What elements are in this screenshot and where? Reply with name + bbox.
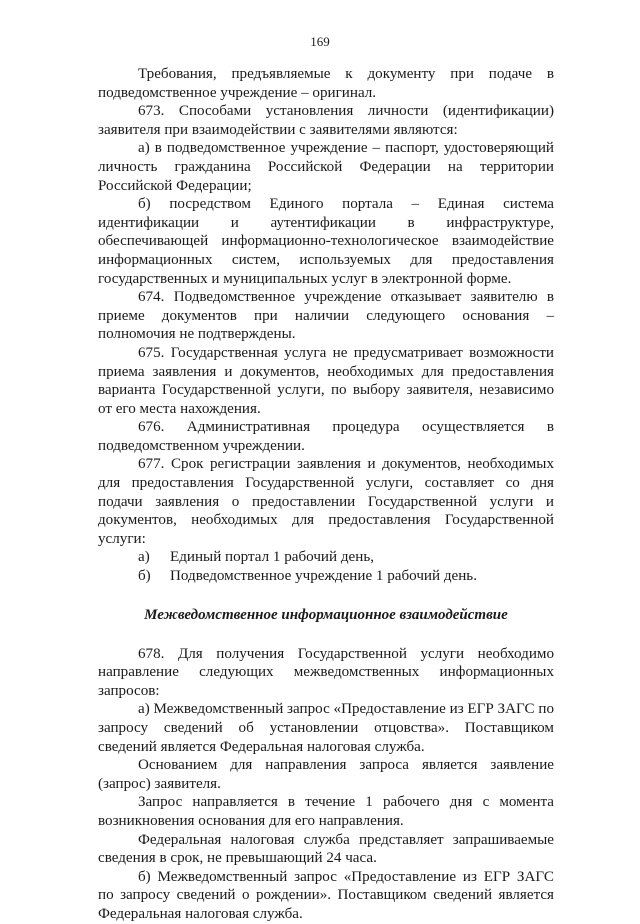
paragraph: а) в подведомственное учреждение – паспорт, удостоверяющий личность гражданина Российской Федерации на территории Российской Федерации; (98, 140, 554, 194)
list-item-text: Единый портал 1 рабочий день, (170, 549, 374, 566)
list-item (98, 548, 554, 567)
paragraph: 673. Способами установления личности (идентификации) заявителя при взаимодействии с заявителями являются: (98, 103, 554, 138)
paragraph: Запрос направляется в течение 1 рабочего дня с момента возникновения основания для его направления. (98, 794, 554, 829)
paragraph: 675. Государственная услуга не предусматривает возможности приема заявления и документов, необходимых для предоставления варианта Государственной услуги, по выбору заявителя, независимо от его места нахождения. (98, 344, 554, 417)
paragraph: Требования, предъявляемые к документу при подаче в подведомственное учреждение – оригинал. (98, 66, 554, 101)
paragraph: а) Межведомственный запрос «Предоставление из ЕГР ЗАГС по запросу сведений об установлении отцовства». Поставщиком сведений является Федеральная налоговая служба. (98, 701, 554, 755)
document-body (98, 65, 554, 924)
paragraph: б) посредством Единого портала – Единая система идентификации и аутентификации в инфраструктуре, обеспечивающей информационно-технологическое взаимодействие информационных систем, используемых для предоставления государственных и муниципальных услуг в электронной форме. (98, 196, 554, 287)
paragraph: 678. Для получения Государственной услуги необходимо направление следующих межведомственных информационных запросов: (98, 645, 554, 699)
page-number: 169 (310, 34, 330, 49)
list-item-text: Подведомственное учреждение 1 рабочий день. (170, 568, 477, 585)
list-marker: а) (138, 549, 150, 566)
paragraph: 676. Административная процедура осуществляется в подведомственном учреждении. (98, 419, 554, 454)
section-heading: Межведомственное информационное взаимодействие (144, 606, 508, 623)
paragraph: б) Межведомственный запрос «Предоставление из ЕГР ЗАГС по запросу сведений о рождении». Поставщиком сведений является Федеральная налоговая служба. (98, 868, 554, 922)
paragraph: 674. Подведомственное учреждение отказывает заявителю в приеме документов при наличии следующего основания – полномочия не подтверждены. (98, 289, 554, 343)
list-marker: б) (138, 568, 151, 585)
paragraph: 677. Срок регистрации заявления и документов, необходимых для предоставления Государственной услуги, составляет со дня подачи заявления о предоставлении Государственной услуги и документов, необходимых для предоставления Государственной услуги: (98, 456, 554, 547)
paragraph: Федеральная налоговая служба представляет запрашиваемые сведения в срок, не превышающий 24 часа. (98, 831, 554, 867)
paragraph: Основанием для направления запроса является заявление (запрос) заявителя. (98, 757, 554, 792)
list-item (98, 567, 554, 586)
